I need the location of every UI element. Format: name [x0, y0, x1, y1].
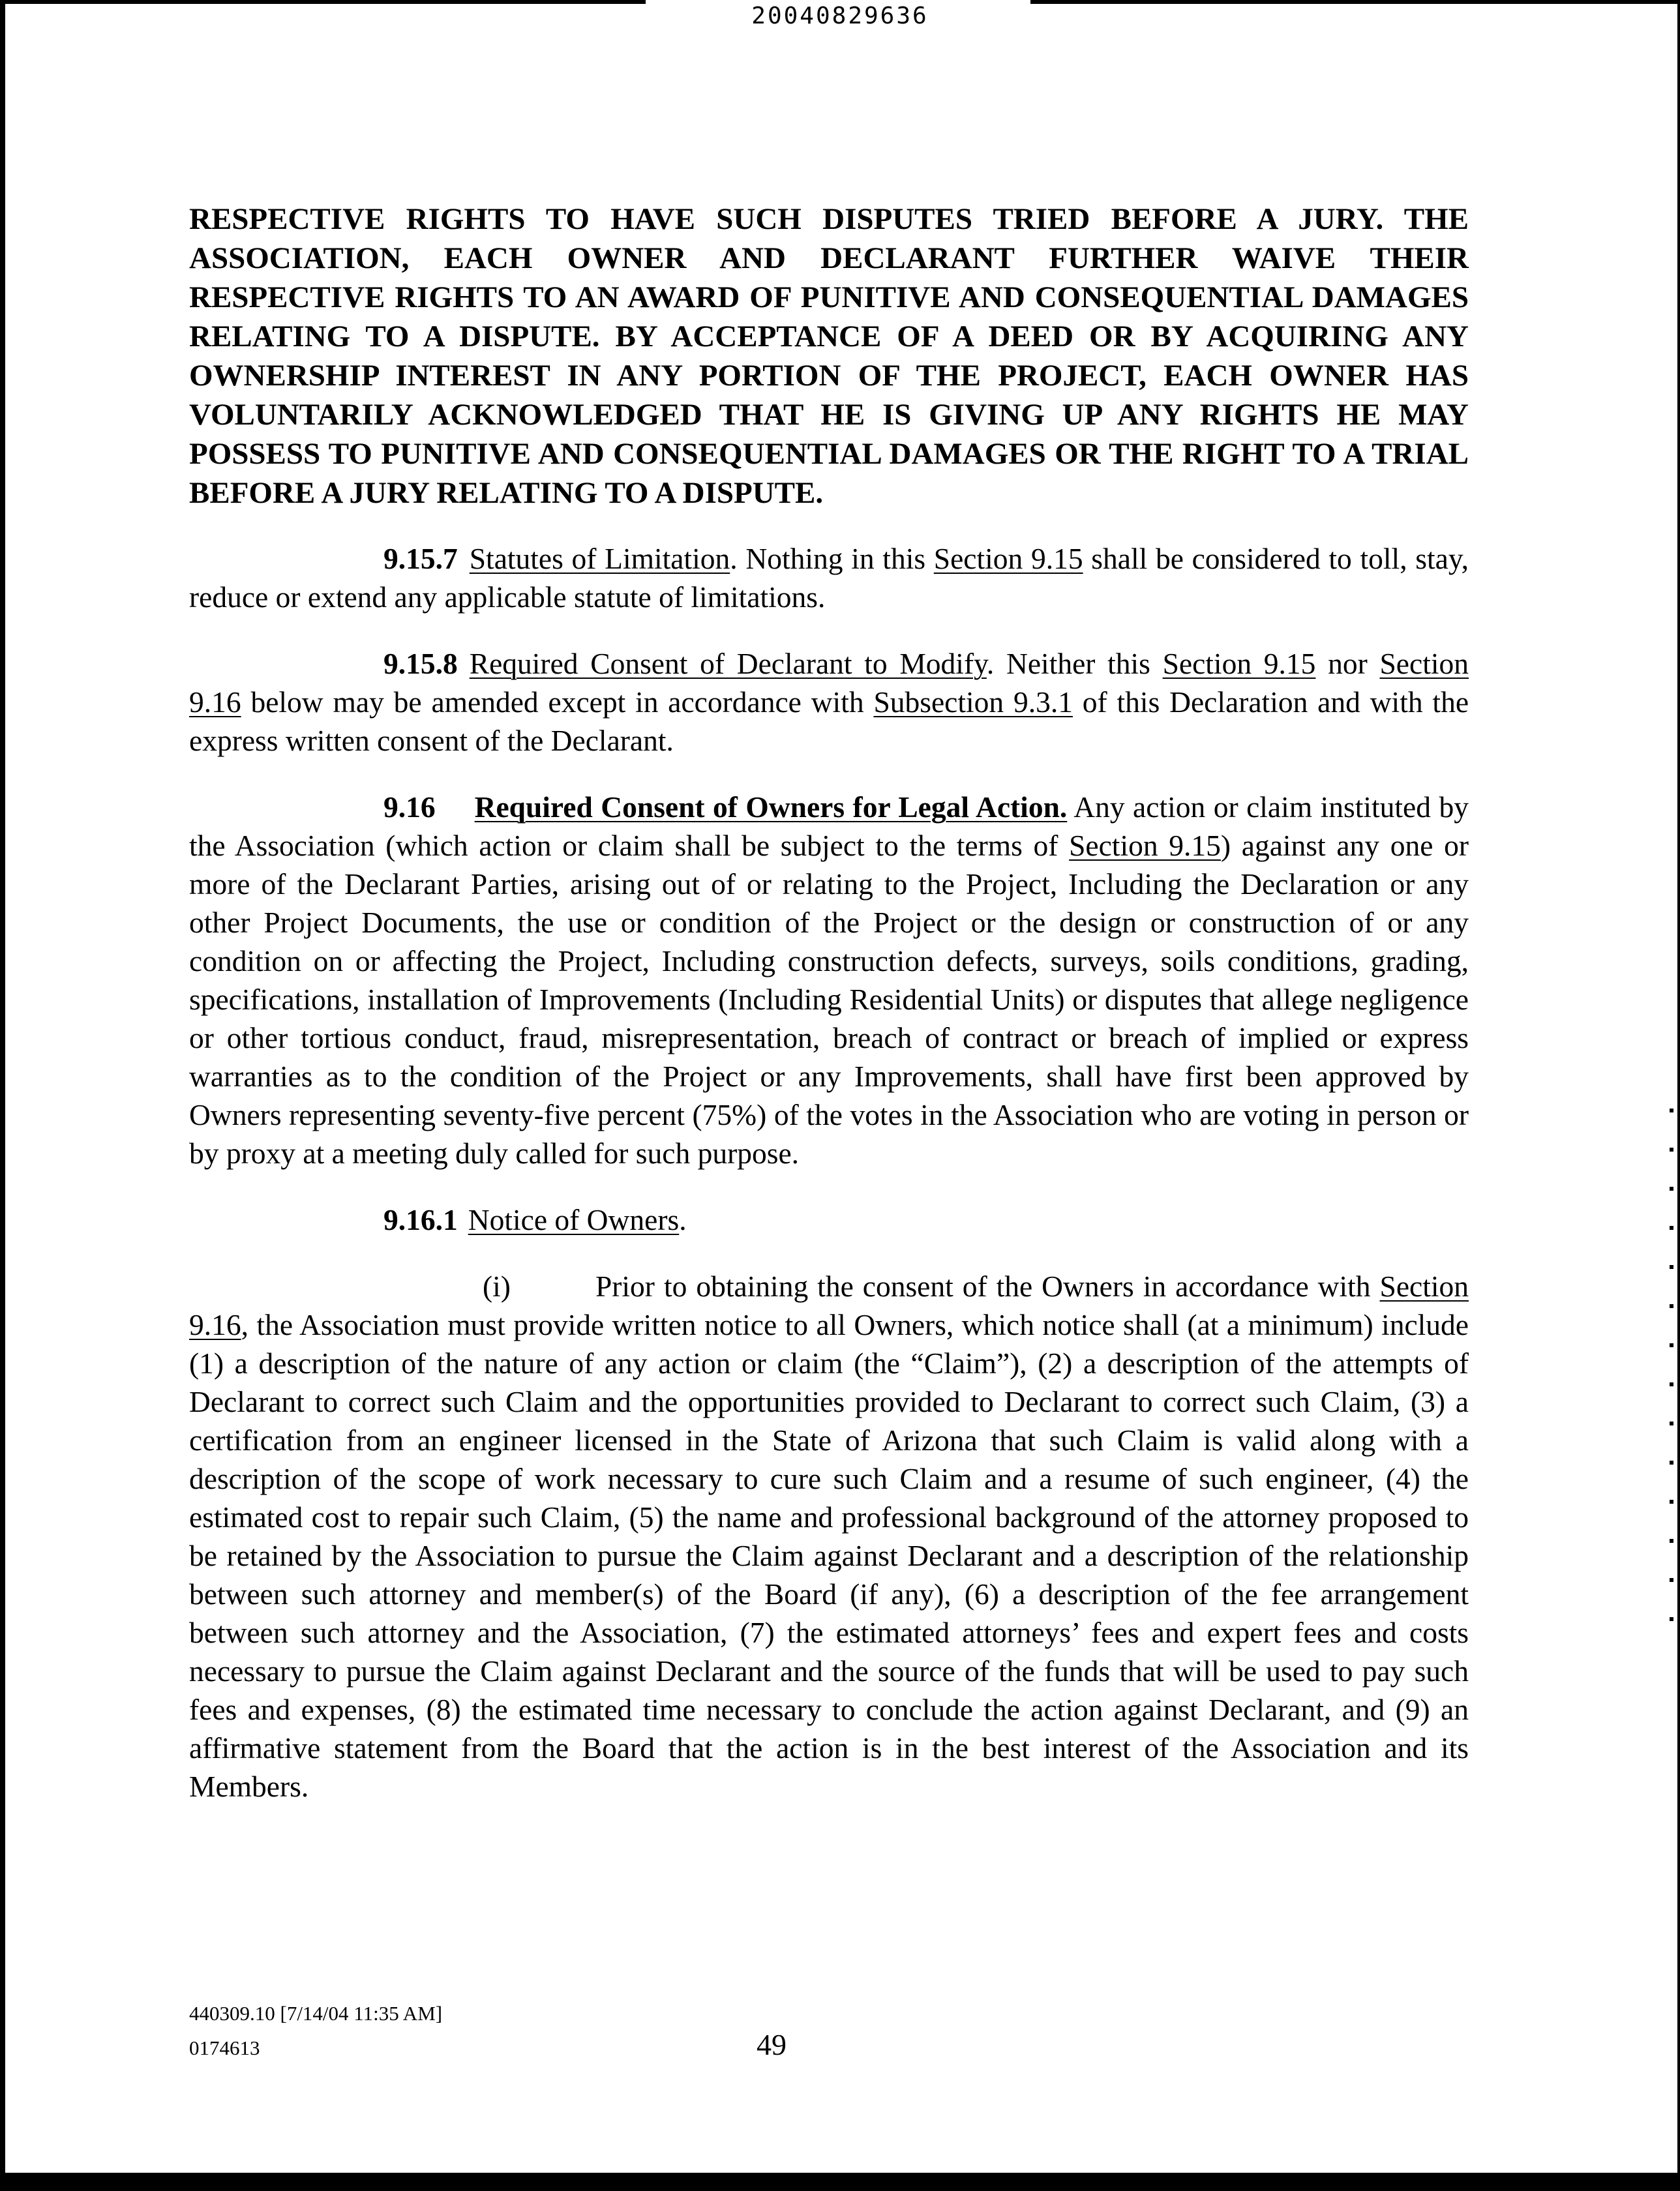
- document-number: 20040829636: [751, 3, 929, 29]
- section-text: shall be considered to toll, stay, reduce or extend any applicable statute of limitations.: [189, 542, 1469, 614]
- section-text: ) against any one or more of the Declarant Parties, arising out of or relating to the Project, Including the Declaration or any other Project Documents, the use or condition of the Project or the design or construction of or any condition on or affecting the Project, Including construction defects, surveys, soils conditions, grading, specifications, installation of Improvements (Including Residential Units) or disputes that allege negligence or other tortious conduct, fraud, misrepresentation, breach of contract or breach of implied or express warranties as to the condition of the Project or any Improvements, shall have first been approved by Owners representing seventy-five percent (75%) of the votes in the Association who are voting in person or by proxy at a meeting duly called for such purpose.: [189, 829, 1469, 1170]
- section-reference: Section 9.16: [189, 647, 1469, 719]
- scan-border-right: [1677, 0, 1680, 2191]
- footer-document-id: 0174613: [189, 2036, 260, 2059]
- section-number: 9.16: [383, 790, 436, 824]
- subsection-reference: Subsection 9.3.1: [873, 685, 1073, 719]
- section-9-16-1: [189, 1200, 1469, 1239]
- section-title: Notice of Owners: [468, 1203, 680, 1236]
- section-reference: Section 9.16: [189, 1270, 1469, 1341]
- footer-document-code: 440309.10 [7/14/04 11:35 AM]: [189, 2002, 443, 2025]
- section-text: Any action or claim instituted by the Association (which action or claim shall be subject to the terms of: [189, 790, 1469, 862]
- section-text: of this Declaration and with the express written consent of the Declarant.: [189, 685, 1469, 757]
- section-reference: Section 9.15: [1162, 647, 1316, 680]
- waiver-paragraph: RESPECTIVE RIGHTS TO HAVE SUCH DISPUTES TRIED BEFORE A JURY. THE ASSOCIATION, EACH OWNER AND DECLARANT FURTHER WAIVE THEIR RESPECTIVE RIGHTS TO AN AWARD OF PUNITIVE AND CONSEQUENTIAL DAMAGES RELATING TO A DISPUTE. BY ACCEPTANCE OF A DEED OR BY ACQUIRING ANY OWNERSHIP INTEREST IN ANY PORTION OF THE PROJECT, EACH OWNER HAS VOLUNTARILY ACKNOWLEDGED THAT HE IS GIVING UP ANY RIGHTS HE MAY POSSESS TO PUNITIVE AND CONSEQUENTIAL DAMAGES OR THE RIGHT TO A TRIAL BEFORE A JURY RELATING TO A DISPUTE.: [189, 202, 1469, 510]
- section-title: Statutes of Limitation: [469, 542, 730, 575]
- item-text: , the Association must provide written notice to all Owners, which notice shall (at a minimum) include (1) a description of the nature of any action or claim (the “Claim”), (2) a description of the attempts of Declarant to correct such Claim and the opportunities provided to Declarant to correct such Claim, (3) a certification from an engineer licensed in the State of Arizona that such Claim is valid along with a description of the scope of work necessary to cure such Claim and a resume of such engineer, (4) the estimated cost to repair such Claim, (5) the name and professional background of the attorney proposed to be retained by the Association to pursue the Claim against Declarant and a description of the relationship between such attorney and member(s) of the Board (if any), (6) a description of the fee arrangement between such attorney and the Association, (7) the estimated attorneys’ fees and expert fees and costs necessary to pursue the Claim against Declarant and the source of the funds that will be used to pay such fees and expenses, (8) the estimated time necessary to conclude the action against Declarant, and (9) an affirmative statement from the Board that the action is in the best interest of the Association and its Members.: [189, 1308, 1469, 1803]
- item-i-paragraph: [189, 1267, 1469, 1806]
- page-number: 49: [757, 2028, 787, 2061]
- section-text: . Nothing in this: [730, 542, 934, 575]
- section-reference: Section 9.15: [933, 542, 1083, 575]
- page-body: [189, 200, 1469, 1806]
- scan-border-bottom: [0, 2173, 1680, 2191]
- section-number: 9.16.1: [383, 1203, 458, 1236]
- section-text: . Neither this: [986, 647, 1163, 680]
- section-9-16: [189, 788, 1469, 1172]
- section-title: Required Consent of Declarant to Modify: [469, 647, 987, 680]
- section-9-15-7: [189, 539, 1469, 616]
- item-text: Prior to obtaining the consent of the Owners in accordance with: [595, 1270, 1380, 1303]
- section-number: 9.15.7: [383, 542, 458, 575]
- scan-border-left: [0, 0, 5, 2191]
- section-number: 9.15.8: [383, 647, 458, 680]
- section-reference: Section 9.15: [1069, 829, 1221, 862]
- section-text: below may be amended except in accordance with: [241, 685, 874, 719]
- section-text: nor: [1315, 647, 1380, 680]
- section-heading: Required Consent of Owners for Legal Action.: [474, 790, 1068, 824]
- section-9-15-8: [189, 644, 1469, 760]
- item-marker: (i): [483, 1270, 511, 1303]
- scan-margin-marks: [1670, 1109, 1673, 1630]
- section-text: .: [679, 1203, 687, 1236]
